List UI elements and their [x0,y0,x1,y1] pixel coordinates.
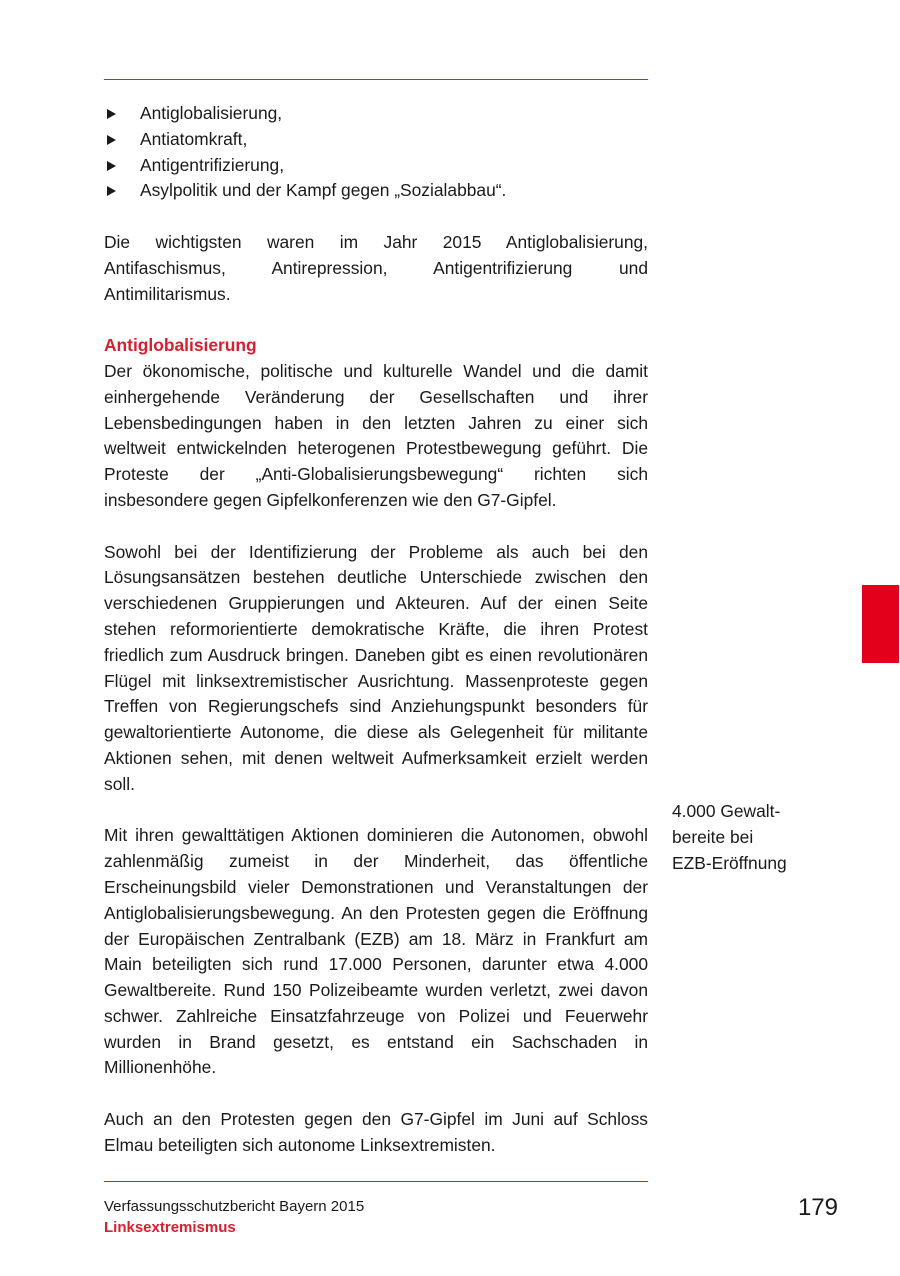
header-rule [104,79,648,80]
footer-title: Verfassungsschutzbericht Bayern 2015 [104,1198,365,1215]
main-column [104,101,648,1159]
list-item [104,178,648,204]
paragraph-2: Sowohl bei der Identifizierung der Probleme als auch bei den Lösungsansätzen bestehen deutliche Unterschiede zwischen den verschiedenen Gruppierungen und Akteuren. Auf der einen Seite stehen reformorientierte demokratische Kräfte, die ihren Protest friedlich zum Ausdruck bringen. Daneben gibt es einen revolutionären Flügel mit linksextremistischer Ausrichtung. Massenproteste gegen Treffen von Regierungschefs sind Anziehungspunkt besonders für gewaltorientierte Autonome, die diese als Gelegenheit für militante Aktionen sehen, mit denen weltweit Aufmerksamkeit erzielt werden soll. [104,541,648,794]
footer-rule [104,1181,648,1182]
footer-subtitle: Linksextremismus [104,1219,236,1236]
list-item [104,101,648,127]
margin-note: 4.000 Gewalt- bereite bei EZB-Eröffnung [672,801,787,873]
triangle-bullet-icon [107,135,116,145]
list-item-text: Antiglobalisierung, [140,103,283,123]
list-item-text: Asylpolitik und der Kampf gegen „Sozialabbau“. [140,180,507,201]
triangle-bullet-icon [107,186,116,196]
bullet-list [104,101,648,204]
paragraph-1: Der ökonomische, politische und kulturelle Wandel und die damit einhergehende Veränderung der Gesellschaften und ihrer Lebensbedingungen haben in den letzten Jahren zu einer sich weltweit entwickelnden heterogenen Protestbewegung geführt. Die Proteste der „Anti-Globalisierungsbewegung“ richten sich insbesondere gegen Gipfelkonferenzen wie den G7-Gipfel. [104,360,648,510]
chapter-tab-marker [862,585,899,663]
list-item [104,127,648,153]
list-item-text: Antigentrifizierung, [140,154,285,175]
footer [104,1196,364,1238]
paragraph-4: Auch an den Protesten gegen den G7-Gipfel im Juni auf Schloss Elmau beteiligten sich autonome Linksextremisten. [104,1109,648,1155]
intro-paragraph: Die wichtigsten waren im Jahr 2015 Antiglobalisierung, Antifaschismus, Antirepression, Antigentrifizierung und Antimilitarismus. [104,231,648,304]
triangle-bullet-icon [107,109,116,119]
page-number: 179 [797,1194,838,1221]
triangle-bullet-icon [107,161,116,171]
paragraph-3: Mit ihren gewalttätigen Aktionen dominieren die Autonomen, obwohl zahlenmäßig zumeist in der Minderheit, das öffentliche Erscheinungsbild vieler Demonstrationen und Veranstaltungen der Antiglobalisierungsbewegung. An den Protesten gegen die Eröffnung der Europäischen Zentralbank (EZB) am 18. März in Frankfurt am Main beteiligten sich rund 17.000 Personen, darunter etwa 4.000 Gewaltbereite. Rund 150 Polizeibeamte wurden verletzt, zwei davon schwer. Zahlreiche Einsatzfahrzeuge von Polizei und Feuerwehr wurden in Brand gesetzt, es entstand ein Sachschaden in Millionenhöhe. [104,825,648,1078]
list-item-text: Antiatomkraft, [140,128,248,149]
section-heading: Antiglobalisierung [104,335,257,356]
list-item [104,153,648,179]
